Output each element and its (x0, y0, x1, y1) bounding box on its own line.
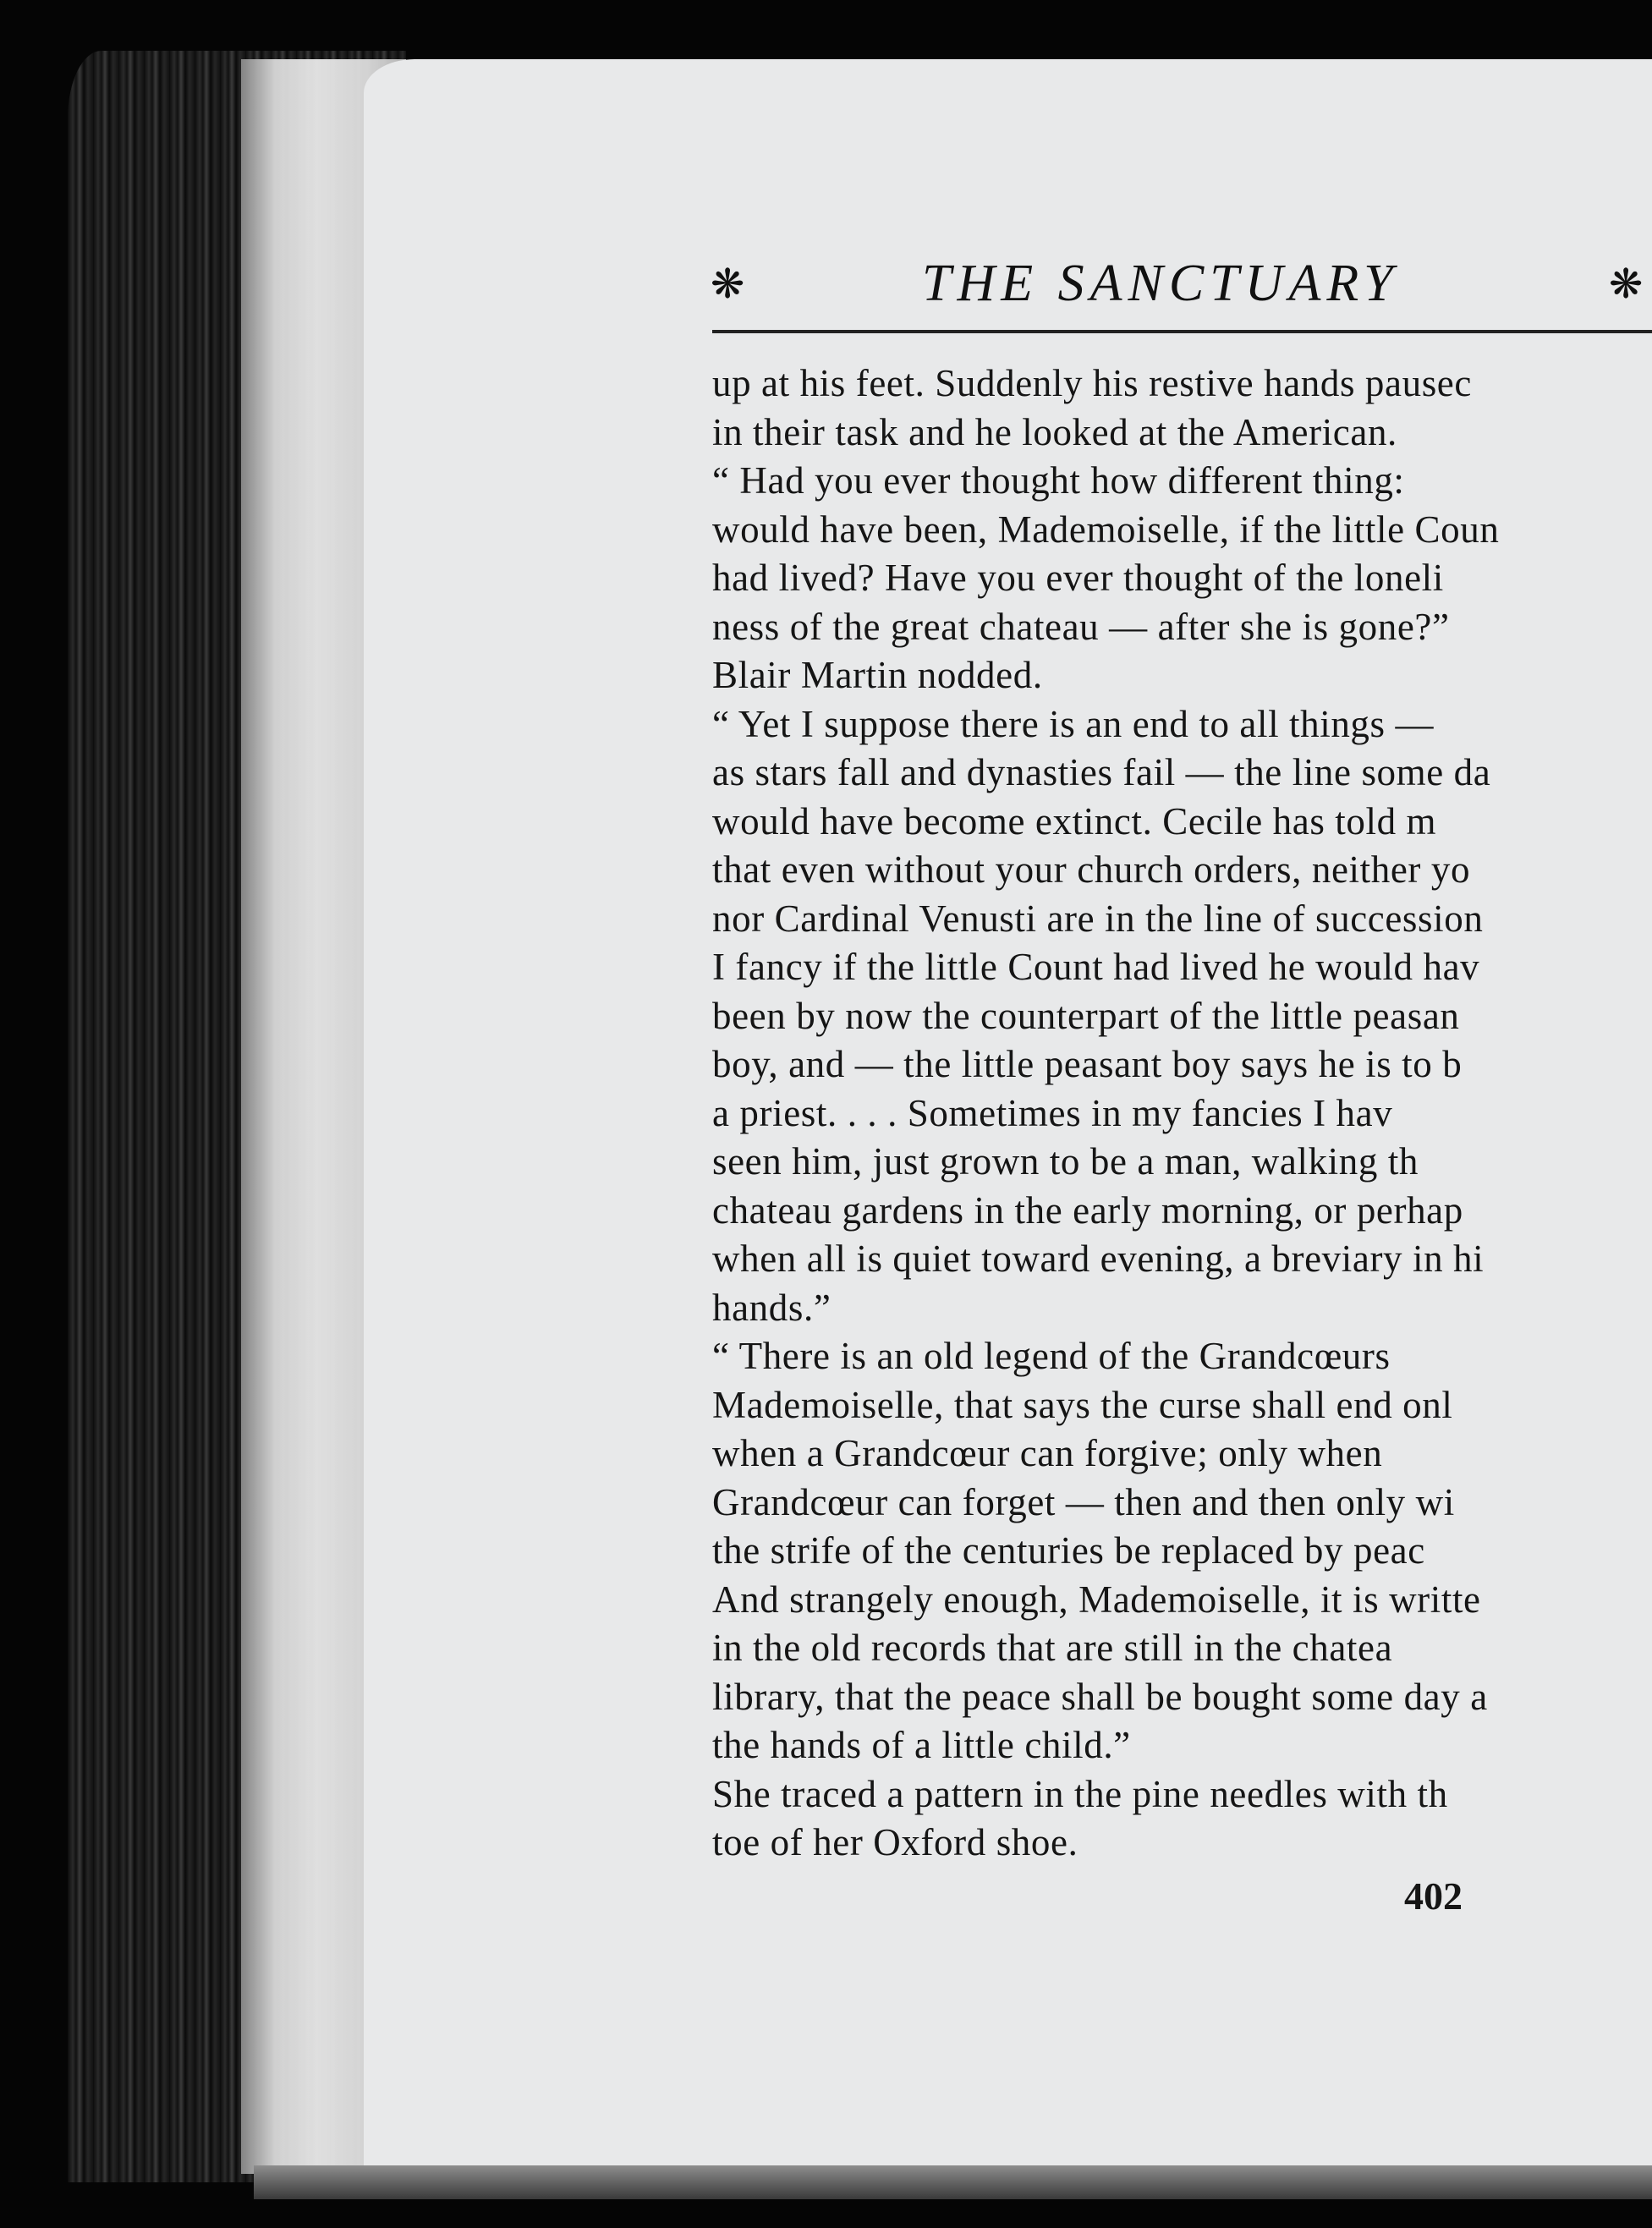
text-line: in their task and he looked at the American. (712, 410, 1397, 453)
running-head-title: THE SANCTUARY (922, 255, 1399, 312)
text-line: would have been, Mademoiselle, if the little Coun (712, 508, 1500, 551)
ornament-right-icon: ❋ (1609, 261, 1644, 308)
running-header (711, 254, 1652, 321)
text-line: Mademoiselle, that says the curse shall end onl (712, 1383, 1453, 1426)
text-line: that even without your church orders, neither yo (712, 848, 1471, 891)
text-line: nor Cardinal Venusti are in the line of succession (712, 897, 1484, 940)
ornament-left-icon: ❋ (711, 261, 745, 308)
page-number: 402 (1404, 1874, 1463, 1918)
text-line: when all is quiet toward evening, a breviary in hi (712, 1237, 1485, 1280)
text-line: hands.” (712, 1286, 831, 1329)
text-line: when a Grandcœur can forgive; only when (712, 1432, 1383, 1474)
text-line: ness of the great chateau — after she is gone?” (712, 605, 1450, 648)
page-bottom-edge (254, 2165, 1652, 2199)
text-line: library, that the peace shall be bought some day a (712, 1675, 1488, 1718)
text-line: Blair Martin nodded. (712, 654, 1043, 696)
text-line: the strife of the centuries be replaced by peac (712, 1529, 1425, 1572)
body-text (712, 359, 1652, 1868)
text-line: the hands of a little child.” (712, 1724, 1131, 1766)
text-line: I fancy if the little Count had lived he would hav (712, 946, 1480, 988)
header-rule (712, 330, 1652, 333)
text-line: in the old records that are still in the chatea (712, 1627, 1393, 1669)
text-line: Grandcœur can forget — then and then only wi (712, 1480, 1455, 1523)
text-line: seen him, just grown to be a man, walking th (712, 1140, 1419, 1183)
text-line: toe of her Oxford shoe. (712, 1821, 1078, 1863)
text-line: a priest. . . . Sometimes in my fancies I hav (712, 1091, 1393, 1134)
text-line: been by now the counterpart of the little peasan (712, 994, 1460, 1037)
text-line: had lived? Have you ever thought of the loneli (712, 557, 1444, 599)
text-line: And strangely enough, Mademoiselle, it is writte (712, 1578, 1481, 1621)
text-line: as stars fall and dynasties fail — the line some da (712, 751, 1491, 793)
text-line: “ There is an old legend of the Grandcœurs (712, 1335, 1391, 1377)
text-line: “ Had you ever thought how different thing: (712, 459, 1405, 502)
text-line: would have become extinct. Cecile has told m (712, 799, 1437, 842)
text-line: boy, and — the little peasant boy says he is to b (712, 1043, 1463, 1085)
text-line: chateau gardens in the early morning, or perhap (712, 1188, 1463, 1232)
text-line: up at his feet. Suddenly his restive hands pausec (712, 362, 1472, 404)
text-line: “ Yet I suppose there is an end to all things — (712, 702, 1435, 745)
text-line: She traced a pattern in the pine needles with th (712, 1772, 1448, 1815)
